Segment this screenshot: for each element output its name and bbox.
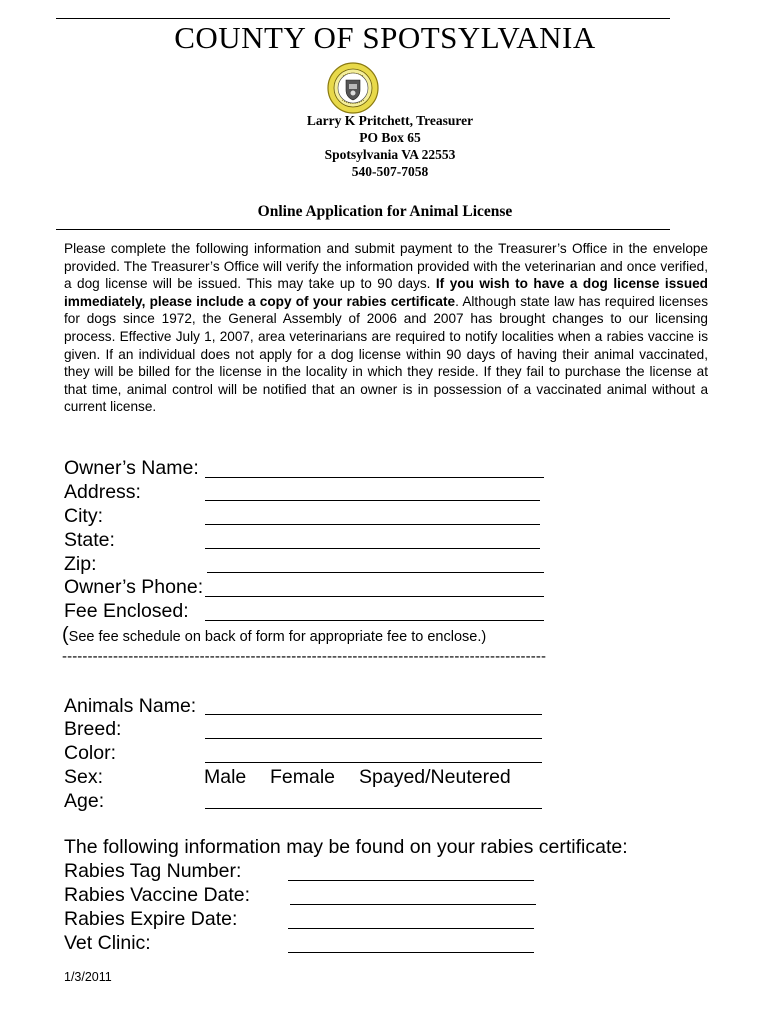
page-title: COUNTY OF SPOTSYLVANIA [174, 20, 596, 55]
age-field[interactable] [205, 808, 542, 809]
city-label: City: [64, 505, 103, 527]
age-label: Age: [64, 790, 105, 812]
sex-label: Sex: [64, 766, 104, 788]
rabies-vaccine-date-field[interactable] [290, 904, 536, 905]
fee-schedule-note [62, 624, 486, 647]
state-field[interactable] [205, 548, 540, 549]
section-separator: ----------------------------------------------------------------------------------------------- [62, 648, 547, 665]
fee-note-text: See fee schedule on back of form for appropriate fee to enclose.) [68, 629, 487, 645]
rabies-tag-field[interactable] [288, 880, 534, 881]
owner-name-label: Owner’s Name: [64, 457, 199, 479]
subtitle-rule [56, 229, 670, 230]
form-subtitle: Online Application for Animal License [257, 203, 513, 220]
fee-enclosed-field[interactable] [205, 620, 544, 621]
rabies-tag-label: Rabies Tag Number: [64, 860, 242, 882]
intro-text-1: Please complete the following information and submit payment to the Treasurer’s Office in the envelope provided. The Treasurer’s Office will verify the information provided with the veterinarian and once verified, a dog license will be issued. This may take up to 90 days. [64, 241, 708, 292]
sex-option-spayed-neutered[interactable]: Spayed/Neutered [359, 766, 511, 788]
treasurer-name: Larry K Pritchett, Treasurer [306, 113, 474, 128]
breed-field[interactable] [205, 738, 542, 739]
top-rule [56, 18, 670, 19]
fee-note-paren: ( [62, 624, 69, 646]
color-field[interactable] [205, 762, 542, 763]
po-box: PO Box 65 [359, 130, 421, 145]
vet-clinic-label: Vet Clinic: [64, 932, 151, 954]
rabies-vaccine-date-label: Rabies Vaccine Date: [64, 884, 251, 906]
rabies-expire-date-field[interactable] [288, 928, 534, 929]
zip-field[interactable] [207, 572, 544, 573]
sex-option-male[interactable]: Male [204, 766, 247, 788]
address-field[interactable] [205, 500, 540, 501]
treasurer-phone: 540-507-7058 [351, 164, 429, 179]
address-label: Address: [64, 481, 141, 503]
owner-phone-label: Owner’s Phone: [64, 576, 204, 598]
sex-option-female[interactable]: Female [270, 766, 336, 788]
fee-enclosed-label: Fee Enclosed: [64, 600, 189, 622]
rabies-heading: The following information may be found on your rabies certificate: [64, 836, 628, 858]
color-label: Color: [64, 742, 117, 764]
county-seal-icon [327, 62, 379, 114]
intro-paragraph [64, 240, 708, 416]
owner-phone-field[interactable] [205, 596, 544, 597]
city-state-zip: Spotsylvania VA 22553 [324, 147, 456, 162]
rabies-expire-date-label: Rabies Expire Date: [64, 908, 238, 930]
owner-name-field[interactable] [205, 477, 544, 478]
vet-clinic-field[interactable] [288, 952, 534, 953]
zip-label: Zip: [64, 553, 97, 575]
animal-name-field[interactable] [205, 714, 542, 715]
intro-bold-text: If you wish to have a dog license issued immediately, please include a copy of your rabies certificate [64, 276, 708, 309]
animal-name-label: Animals Name: [64, 695, 197, 717]
intro-text-2: . Although state law has required licenses for dogs since 1972, the General Assembly of 2006 and 2007 has brought changes to our licensing process. Effective July 1, 2007, area veterinarians are required to notify localities when a rabies vaccine is given. If an individual does not apply for a dog license within 90 days of having their animal vaccinated, they will be billed for the license in the locality in which they reside. If they fail to purchase the license at that time, animal control will be notified that an owner is in possession of a vaccinated animal without a current license. [64, 293, 708, 415]
state-label: State: [64, 529, 115, 551]
breed-label: Breed: [64, 718, 122, 740]
city-field[interactable] [205, 524, 540, 525]
form-date: 1/3/2011 [64, 970, 112, 984]
